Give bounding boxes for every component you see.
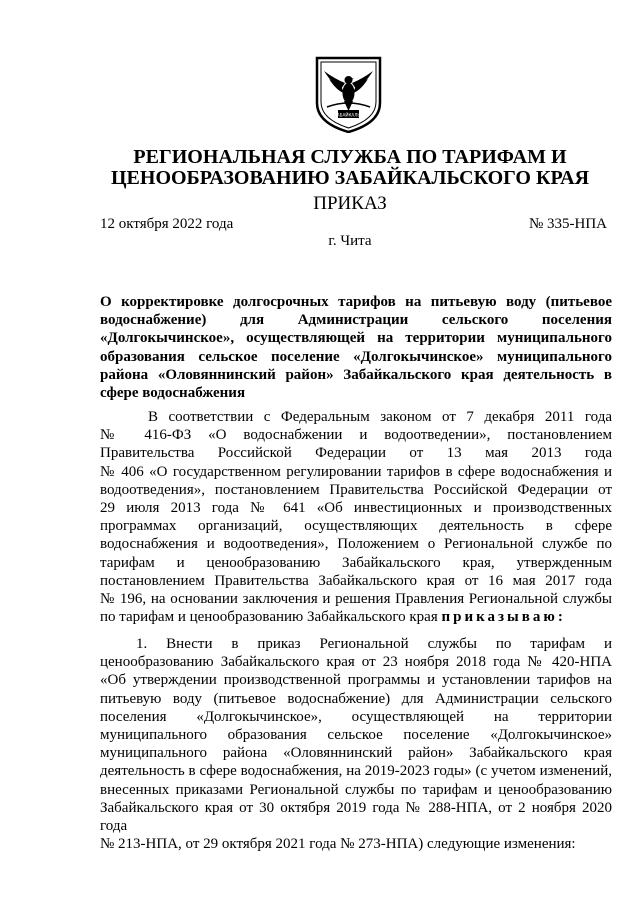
document-number: № 335-НПА [528, 216, 607, 232]
paragraph-line: внесенных приказами Региональной службы по тарифам и ценообразованию [100, 781, 612, 798]
paragraph-line: Забайкальского края от 30 октября 2019 года № 288-НПА, от 2 ноября 2020 года [100, 799, 612, 835]
paragraph-last-text: по тарифам и ценообразованию Забайкальского края [100, 609, 442, 626]
paragraph-line: питьевую воду (питьевое водоснабжение) для Администрации сельского [100, 690, 612, 707]
title-line: «Долгокычинское», осуществляющей на территории муниципального [100, 330, 612, 347]
paragraph-line: В соответствии с Федеральным законом от 7 декабря 2011 года [148, 409, 612, 425]
preamble-paragraph [100, 408, 612, 626]
title-line: О корректировке долгосрочных тарифов на питьевую воду (питьевое [100, 294, 612, 310]
organization-name-line1: РЕГИОНАЛЬНАЯ СЛУЖБА ПО ТАРИФАМ И [133, 146, 567, 168]
paragraph-line: № 213-НПА, от 29 октября 2021 года № 273-НПА) следующие изменения: [100, 836, 576, 853]
title-line: образования сельское поселение «Долгокычинское» муниципального [100, 348, 612, 365]
organization-name-line2: ЦЕНООБРАЗОВАНИЮ ЗАБАЙКАЛЬСКОГО КРАЯ [110, 167, 590, 189]
title-line: района «Оловяннинский район» Забайкальского края деятельность в [100, 366, 612, 383]
paragraph-line: муниципального района «Оловяннинский район» Забайкальского края [100, 745, 612, 762]
order-keyword: приказываю: [441, 609, 566, 626]
paragraph-line: водоснабжения и водоотведения», Положением о Региональной службе по [100, 536, 612, 553]
title-line: сфере водоснабжения [100, 385, 246, 402]
paragraph-line: муниципального образования сельское поселение «Долгокычинское» [100, 727, 612, 744]
paragraph-line: постановлением Правительства Забайкальского края от 16 мая 2017 года [100, 572, 612, 589]
paragraph-line: № 416-ФЗ «О водоснабжении и водоотведении», постановлением [100, 427, 612, 444]
document-city: г. Чита [328, 233, 372, 249]
paragraph-line: № 196, на основании заключения и решения Правления Региональной службы [100, 591, 612, 608]
paragraph-line: ценообразованию Забайкальского края от 23 ноября 2018 года № 420-НПА [100, 654, 612, 671]
paragraph-line [100, 608, 612, 626]
document-title [100, 293, 612, 402]
svg-text:ЗАБАЙКАЛЬЕ: ЗАБАЙКАЛЬЕ [334, 112, 363, 118]
paragraph-line: программах организаций, осуществляющих деятельность в сфере [100, 518, 612, 535]
paragraph-line: деятельность в сфере водоснабжения, на 2019-2023 годы» (с учетом изменений, [100, 763, 612, 780]
paragraph-line: водоотведения», постановлением Правительства Российской Федерации от [100, 481, 612, 498]
item-1-paragraph [100, 635, 612, 853]
paragraph-line: Правительства Российской Федерации от 13 мая 2013 года [100, 445, 612, 462]
title-line: водоснабжение) для Администрации сельского поселения [100, 312, 612, 329]
coat-of-arms-icon [311, 55, 386, 133]
paragraph-line: тарифам и ценообразованию Забайкальского края, утвержденным [100, 554, 612, 571]
paragraph-line: «Об утверждении производственной программы и установлении тарифов на [100, 672, 612, 689]
document-date: 12 октября 2022 года [100, 216, 234, 232]
document-type: ПРИКАЗ [313, 193, 387, 214]
paragraph-line: 29 июля 2013 года № 641 «Об инвестиционных и производственных [100, 500, 612, 517]
paragraph-line: 1. Внести в приказ Региональной службы по тарифам и [136, 636, 612, 652]
paragraph-line: № 406 «О государственном регулировании тарифов в сфере водоснабжения и [100, 463, 612, 480]
paragraph-line: поселения «Долгокычинское», осуществляющей на территории [100, 708, 612, 725]
